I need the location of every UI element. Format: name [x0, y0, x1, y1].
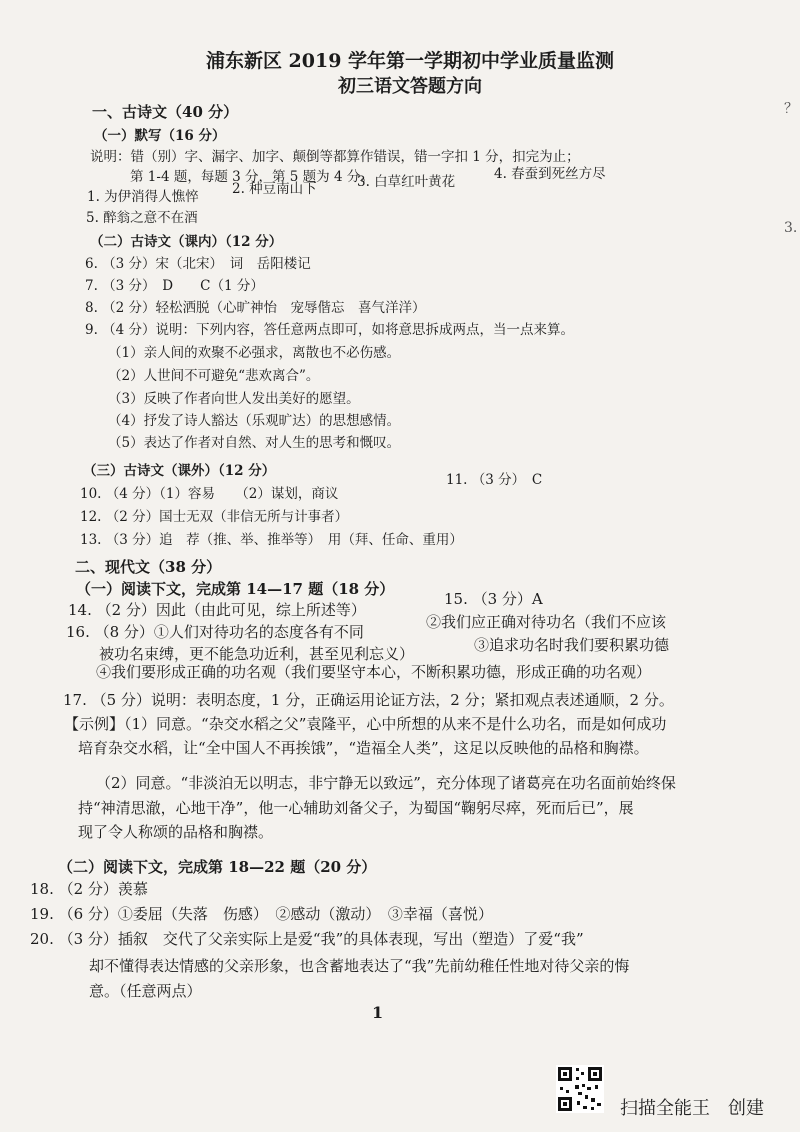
answer-line: 20. （3 分）插叙 交代了父亲实际上是爱“我”的具体表现，写出（塑造）了爱“我” — [30, 930, 584, 948]
subsection-heading: （一）默写（16 分） — [94, 128, 226, 144]
document-subtitle: 初三语文答题方向 — [338, 76, 482, 97]
answer-line: 【示例】（1）同意。“杂交水稻之父”袁隆平，心中所想的从来不是什么功名，而是如何成功 — [64, 715, 667, 733]
answer-line: 1. 为伊消得人憔悴 — [87, 189, 199, 205]
answer-line: 8. （2 分）轻松洒脱（心旷神怡 宠辱偕忘 喜气洋洋） — [85, 300, 426, 316]
answer-line: ③追求功名时我们要积累功德 — [474, 636, 670, 654]
answer-line: 说明：错（别）字、漏字、加字、颠倒等都算作错误，错一字扣 1 分，扣完为止； — [90, 149, 580, 165]
answer-line: 15. （3 分）A — [444, 590, 543, 608]
answer-line: 14. （2 分）因此（由此可见，综上所述等） — [68, 601, 366, 619]
answer-line: 3. 白草红叶黄花 — [357, 174, 456, 190]
answer-line: 第 1-4 题，每题 3 分，第 5 题为 4 分。 — [130, 169, 374, 185]
answer-line: 却不懂得表达情感的父亲形象，也含蓄地表达了“我”先前幼稚任性地对待父亲的悔 — [89, 957, 630, 975]
subsection-heading: （二）阅读下文，完成第 18—22 题（20 分） — [58, 858, 377, 876]
answer-line: 培育杂交水稻，让“全中国人不再挨饿”，“造福全人类”，这足以反映他的品格和胸襟。 — [78, 739, 649, 757]
answer-line: ②我们应正确对待功名（我们不应该 — [426, 613, 667, 631]
answer-line: 19. （6 分）①委屈（失落 伤感） ②感动（激动） ③幸福（喜悦） — [30, 905, 493, 923]
answer-line: 持“神清思澈，心地干净”，他一心辅助刘备父子，为蜀国“鞠躬尽瘁，死而后已”，展 — [78, 799, 634, 817]
answer-line: 13. （3 分）追 荐（推、举、推举等） 用（拜、任命、重用） — [80, 532, 463, 548]
section-heading: 二、现代文（38 分） — [75, 558, 222, 576]
answer-line: 现了令人称颂的品格和胸襟。 — [78, 823, 274, 841]
scanner-watermark: 扫描全能王 创建 — [620, 1098, 764, 1119]
answer-line: 16. （8 分）①人们对待功名的态度各有不同 — [66, 623, 364, 641]
answer-line: 7. （3 分） D C（1 分） — [85, 278, 264, 294]
answer-line: 意。（任意两点） — [89, 982, 202, 1000]
section-heading: 一、古诗文（40 分） — [92, 103, 239, 121]
answer-line: 18. （2 分）羡慕 — [30, 880, 148, 898]
answer-line: 17. （5 分）说明：表明态度，1 分，正确运用论证方法，2 分；紧扣观点表述通顺，2 分。 — [63, 691, 674, 709]
answer-line: 被功名束缚，更不能急功近利，甚至见利忘义） — [99, 645, 415, 663]
answer-line: 9. （4 分）说明：下列内容，答任意两点即可，如将意思拆成两点，当一点来算。 — [85, 322, 575, 338]
answer-line: （2）人世间不可避免“悲欢离合”。 — [108, 368, 320, 384]
answer-line: 12. （2 分）国士无双（非信无所与计事者） — [80, 509, 349, 525]
answer-line: 2. 种豆南山下 — [232, 181, 317, 197]
answer-line: 11. （3 分） C — [446, 472, 543, 488]
page-number: 1 — [372, 1003, 384, 1022]
edge-mark: ？ — [784, 101, 798, 117]
subsection-heading: （一）阅读下文，完成第 14—17 题（18 分） — [76, 580, 395, 598]
qr-code-icon — [556, 1065, 604, 1113]
subsection-heading: （三）古诗文（课外）（12 分） — [83, 463, 276, 479]
edge-mark: 3. — [784, 220, 798, 236]
answer-line: ④我们要形成正确的功名观（我们要坚守本心，不断积累功德，形成正确的功名观） — [96, 663, 652, 681]
subsection-heading: （二）古诗文（课内）（12 分） — [90, 234, 283, 250]
document-title: 浦东新区 2019 学年第一学期初中学业质量监测 — [205, 50, 615, 72]
answer-line: 10. （4 分）（1）容易 （2）谋划，商议 — [80, 486, 339, 502]
answer-line: （1）亲人间的欢聚不必强求，离散也不必伤感。 — [108, 345, 401, 361]
answer-line: （4）抒发了诗人豁达（乐观旷达）的思想感情。 — [108, 413, 401, 429]
answer-line: 6. （3 分）宋（北宋） 词 岳阳楼记 — [85, 256, 311, 272]
answer-line: （3）反映了作者向世人发出美好的愿望。 — [108, 391, 360, 407]
answer-line: （2）同意。“非淡泊无以明志，非宁静无以致远”，充分体现了诸葛亮在功名面前始终保 — [96, 774, 676, 792]
answer-line: 5. 醉翁之意不在酒 — [86, 210, 198, 226]
answer-line: （5）表达了作者对自然、对人生的思考和慨叹。 — [108, 435, 401, 451]
answer-line: 4. 春蚕到死丝方尽 — [494, 166, 606, 182]
